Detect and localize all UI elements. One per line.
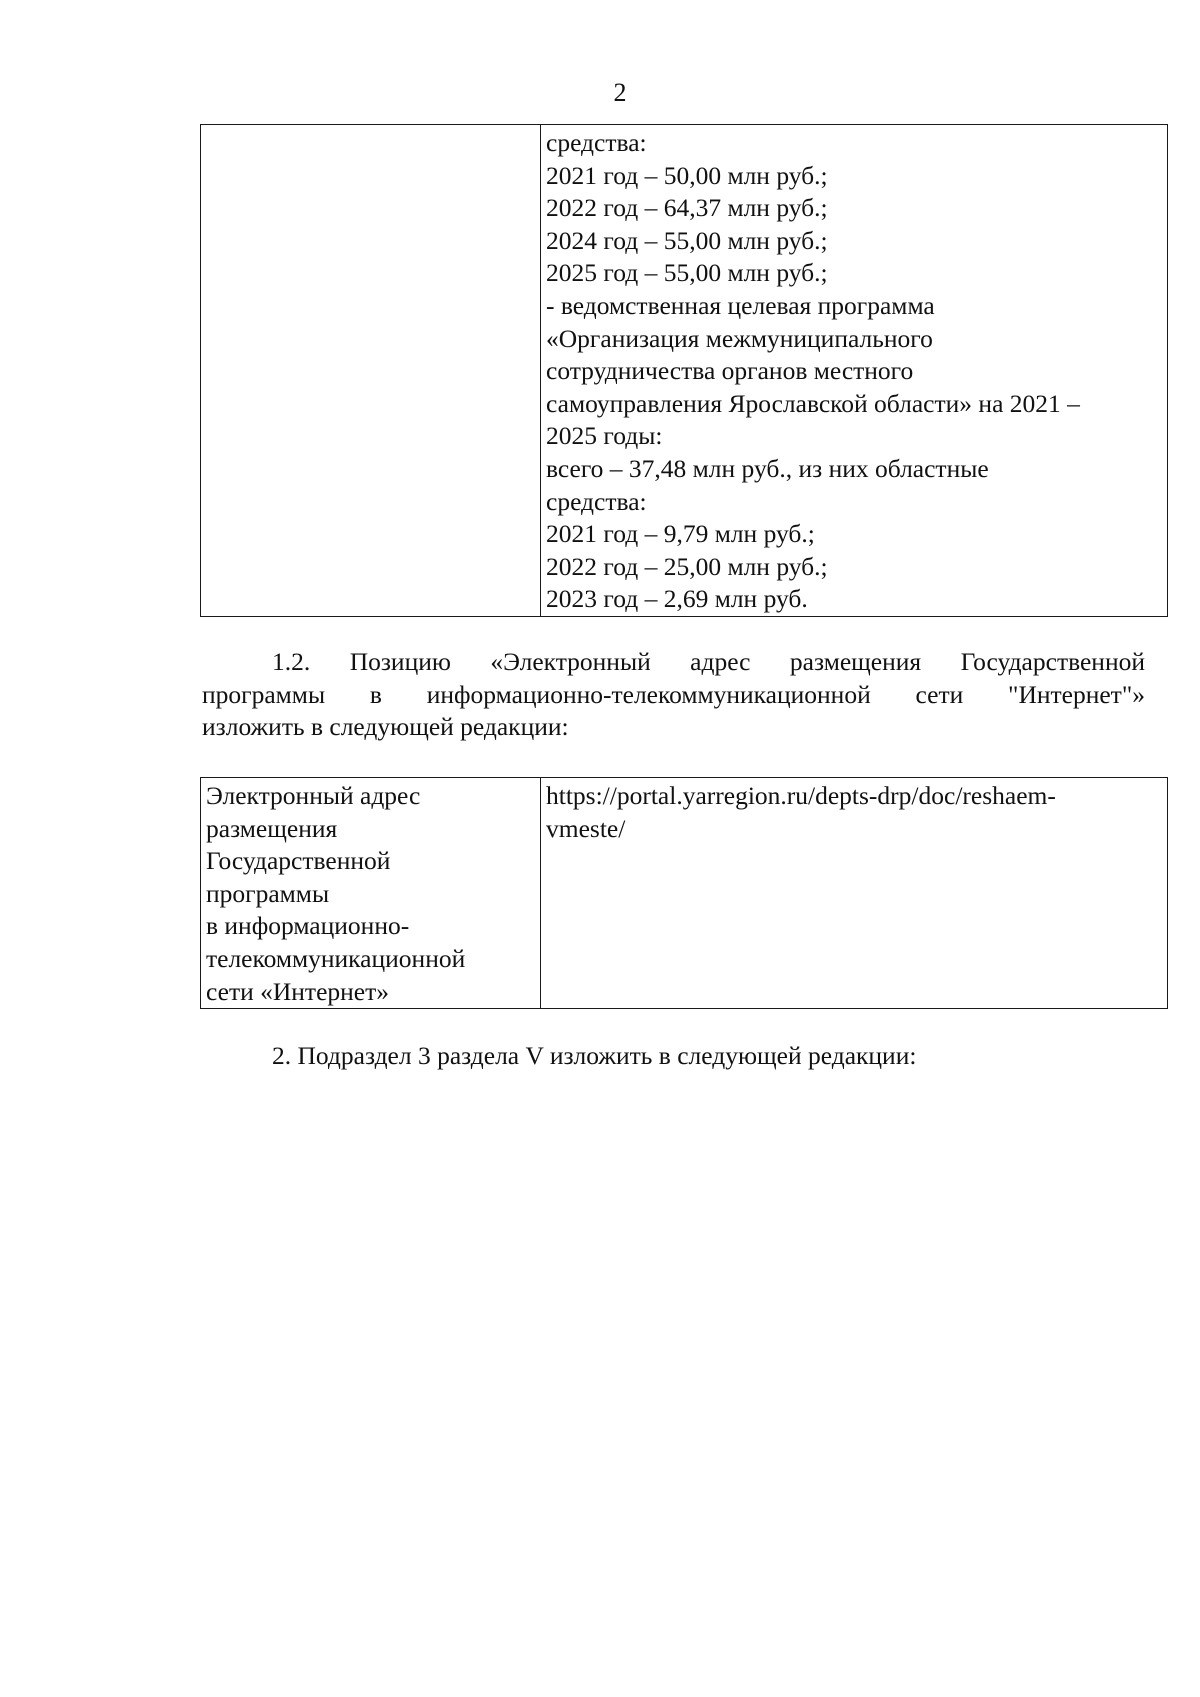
funding-table-left-cell bbox=[201, 125, 541, 617]
paragraph-line: 1.2. Позицию «Электронный адрес размещения Государственной bbox=[272, 647, 1145, 676]
address-table-row bbox=[201, 778, 1168, 1009]
address-url-line: https://portal.yarregion.ru/depts-drp/doc/reshaem- bbox=[546, 781, 1056, 810]
address-table bbox=[200, 777, 1168, 1009]
funding-line: 2025 год – 55,00 млн руб.; bbox=[546, 258, 828, 288]
funding-line: - ведомственная целевая программа bbox=[546, 290, 935, 320]
funding-line: всего – 37,48 млн руб., из них областные bbox=[546, 453, 989, 483]
address-label-line: размещения bbox=[206, 813, 338, 843]
funding-line: сотрудничества органов местного bbox=[546, 356, 914, 386]
address-label-line: сети «Интернет» bbox=[206, 976, 389, 1006]
funding-line: 2023 год – 2,69 млн руб. bbox=[546, 584, 808, 614]
funding-line: 2021 год – 50,00 млн руб.; bbox=[546, 160, 828, 190]
address-label-line: телекоммуникационной bbox=[206, 943, 466, 973]
address-label-line: программы bbox=[206, 878, 330, 908]
paragraph-1-2 bbox=[202, 646, 1145, 744]
paragraph-2: 2. Подраздел 3 раздела V изложить в следующей редакции: bbox=[272, 1041, 917, 1070]
funding-table-row bbox=[201, 125, 1168, 617]
funding-line: самоуправления Ярославской области» на 2021 – bbox=[546, 388, 1080, 418]
funding-line: 2024 год – 55,00 млн руб.; bbox=[546, 225, 828, 255]
address-label-line: Государственной bbox=[206, 846, 391, 876]
funding-line: средства: bbox=[546, 486, 647, 516]
funding-line: 2022 год – 25,00 млн руб.; bbox=[546, 551, 828, 581]
funding-line: 2021 год – 9,79 млн руб.; bbox=[546, 519, 815, 549]
address-table-right-cell bbox=[541, 778, 1168, 1009]
address-table-left-cell bbox=[201, 778, 541, 1009]
funding-table-right-cell bbox=[541, 125, 1168, 617]
paragraph-line: изложить в следующей редакции: bbox=[202, 712, 569, 741]
address-url-line: vmeste/ bbox=[546, 813, 626, 843]
funding-line: средства: bbox=[546, 128, 647, 157]
address-label-line: Электронный адрес bbox=[206, 781, 421, 810]
page-number: 2 bbox=[613, 78, 627, 107]
funding-line: 2022 год – 64,37 млн руб.; bbox=[546, 193, 828, 223]
funding-line: 2025 годы: bbox=[546, 421, 663, 451]
funding-table bbox=[200, 124, 1168, 617]
funding-line: «Организация межмуниципального bbox=[546, 323, 933, 353]
paragraph-line: программы в информационно-телекоммуникационной сети "Интернет"» bbox=[202, 679, 1145, 709]
address-label-line: в информационно- bbox=[206, 911, 410, 941]
